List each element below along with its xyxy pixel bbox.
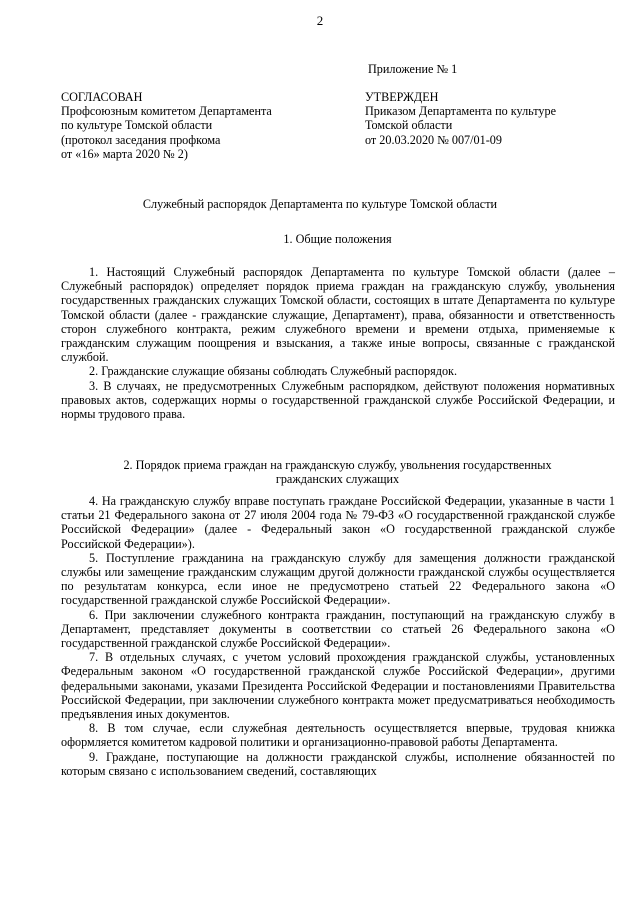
paragraph: 7. В отдельных случаях, с учетом условий прохождения гражданской службы, установленных Федеральным законом «О государственной гражданской службе Российской Федерации», другими федеральными законами, указами Президента Российской Федерации и постановлениями Правительства Российской Федерации, при заключении служебного контракта может предусматриваться необходимость предъявления иных документов. bbox=[61, 650, 615, 722]
paragraph: 8. В том случае, если служебная деятельность осуществляется впервые, трудовая книжка оформляется комитетом кадровой политики и организационно-правовой работы Департамента. bbox=[61, 721, 615, 750]
approval-right-line: Томской области bbox=[365, 118, 453, 133]
approval-left-line: Профсоюзным комитетом Департамента bbox=[61, 104, 272, 119]
paragraph: 4. На гражданскую службу вправе поступать граждане Российской Федерации, указанные в части 1 статьи 21 Федерального закона от 27 июля 2004 года № 79-ФЗ «О государственной гражданской службе Российской Федерации» (далее - Федеральный закон «О государственной гражданской службе Российской Федерации»). bbox=[61, 494, 615, 551]
approval-left-heading: СОГЛАСОВАН bbox=[61, 90, 143, 104]
approval-right-line: Приказом Департамента по культуре bbox=[365, 104, 557, 119]
appendix-label: Приложение № 1 bbox=[368, 62, 458, 76]
approval-left-line: (протокол заседания профкома bbox=[61, 132, 221, 147]
page-number: 2 bbox=[316, 13, 324, 28]
document-title: Служебный распорядок Департамента по культуре Томской области bbox=[142, 197, 498, 211]
approval-block-left bbox=[61, 90, 321, 161]
paragraph: 9. Граждане, поступающие на должности гражданской службы, исполнение обязанностей по которым связано с использованием сведений, составляющих bbox=[61, 749, 615, 778]
section-2-heading-line: 2. Порядок приема граждан на гражданскую службу, увольнения государственных bbox=[123, 458, 552, 472]
approval-left-line: по культуре Томской области bbox=[61, 118, 213, 133]
section-2-heading bbox=[60, 458, 615, 486]
section-2-heading-line: гражданских служащих bbox=[275, 472, 400, 487]
approval-right-line: от 20.03.2020 № 007/01-09 bbox=[365, 132, 502, 147]
paragraph: 2. Гражданские служащие обязаны соблюдать Служебный распорядок. bbox=[89, 364, 458, 379]
approval-block-right bbox=[365, 90, 615, 147]
approval-right-heading: УТВЕРЖДЕН bbox=[365, 90, 439, 104]
paragraph: 5. Поступление гражданина на гражданскую службу для замещения должности гражданской службы или замещение гражданским служащим другой должности гражданской службы осуществляется по результатам конкурса, если иное не предусмотрено статьей 22 Федерального закона «О государственной гражданской службе Российской Федерации». bbox=[61, 550, 615, 608]
paragraph: 6. При заключении служебного контракта гражданин, поступающий на гражданскую службу в Департамент, представляет документы в соответствии со статьей 26 Федерального закона «О государственной гражданской службе Российской Федерации». bbox=[61, 607, 615, 651]
section-1-body bbox=[61, 265, 615, 421]
paragraph: 1. Настоящий Служебный распорядок Департамента по культуре Томской области (далее – Служебный распорядок) определяет порядок приема граждан на гражданскую службу, увольнения государственных гражданских служащих Томской области, состоящих в штате Департамента по культуре Томской области (далее - гражданские служащие, Департамент), права, обязанности и ответственность сторон служебного контракта, режим служебного времени и времени отдыха, применяемые к гражданским служащим поощрения и взыскания, а также иные вопросы, связанные с гражданской службой. bbox=[61, 265, 615, 365]
paragraph: 3. В случаях, не предусмотренных Служебным распорядком, действуют положения нормативных правовых актов, содержащих нормы о государственной гражданской службе Российской Федерации, и нормы трудового права. bbox=[61, 378, 615, 422]
section-1-heading: 1. Общие положения bbox=[283, 232, 392, 246]
section-2-body bbox=[61, 494, 615, 778]
approval-left-line: от «16» марта 2020 № 2) bbox=[61, 146, 188, 161]
